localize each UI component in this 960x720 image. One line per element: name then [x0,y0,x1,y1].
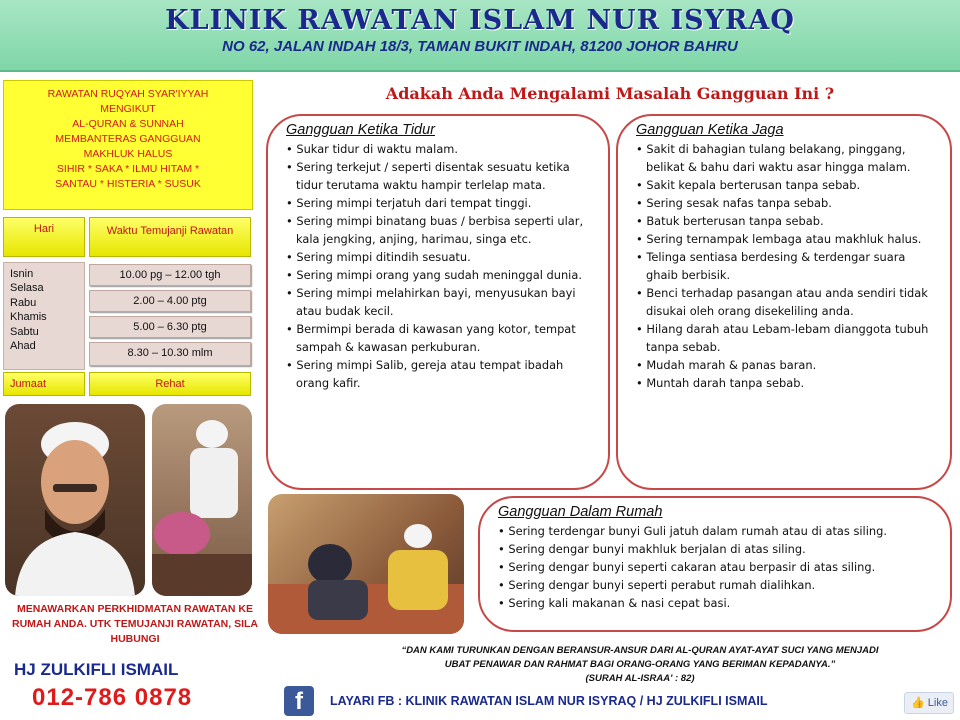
list-item: • Sering mimpi orang yang sudah meninggal dunia. [286,266,596,284]
day-item: Khamis [10,311,47,324]
list-item: • Bermimpi berada di kawasan yang kotor, tempat sampah & kawasan perkuburan. [286,320,596,356]
contact-name: HJ ZULKIFLI ISMAIL [14,660,179,679]
list-item: • Sering mimpi Salib, gereja atau tempat ibadah orang kafir. [286,356,596,392]
panel-house-disturbance [478,496,952,632]
day-item: Sabtu [10,325,39,338]
time-slot: 10.00 pg – 12.00 tgh [89,264,251,286]
list-item: • Sering ternampak lembaga atau makhluk halus. [636,230,938,248]
panel-title: Gangguan Ketika Tidur [286,122,435,138]
friday-day: Jumaat [3,372,85,396]
intro-line: MAKHLUK HALUS [83,148,173,160]
list-item: • Sukar tidur di waktu malam. [286,140,596,158]
list-item: • Sering terdengar bunyi Guli jatuh dalam rumah atau di atas siling. [498,522,938,540]
list-item: • Sering mimpi melahirkan bayi, menyusukan bayi atau budak kecil. [286,284,596,320]
clinic-title: KLINIK RAWATAN ISLAM NUR ISYRAQ [165,5,795,36]
list-item: • Sering mimpi terjatuh dari tempat tinggi. [286,194,596,212]
intro-line: RAWATAN RUQYAH SYAR'IYYAH [47,88,209,100]
panel-sleep-disturbance [266,114,610,490]
like-label: Like [927,697,948,709]
list-item: • Sering kali makanan & nasi cepat basi. [498,594,938,612]
home-service-offer: MENAWARKAN PERKHIDMATAN RAWATAN KE RUMAH ANDA. UTK TEMUJANJI RAWATAN, SILA HUBUNGI [12,603,258,645]
list-item: • Telinga sentiasa berdesing & terdengar suara ghaib berbisik. [636,248,938,284]
schedule-day-header: Hari [3,217,85,257]
panel-title: Gangguan Dalam Rumah [498,504,663,520]
day-item: Selasa [10,282,44,295]
treatment-photo [152,404,252,596]
facebook-link[interactable]: LAYARI FB : KLINIK RAWATAN ISLAM NUR ISYRAQ / HJ ZULKIFLI ISMAIL [330,694,768,708]
list-item: • Sering dengar bunyi seperti perabut rumah dialihkan. [498,576,938,594]
quote-source: (SURAH AL-ISRAA' : 82) [585,673,695,684]
time-slot: 8.30 – 10.30 mlm [89,342,251,366]
quote-line: “DAN KAMI TURUNKAN DENGAN BERANSUR-ANSUR DARI AL-QURAN AYAT-AYAT SUCI YANG MENJADI [401,645,879,656]
list-item: • Hilang darah atau Lebam-lebam dianggota tubuh tanpa sebab. [636,320,938,356]
intro-line: MENGIKUT [100,103,156,115]
facebook-icon[interactable]: f [284,686,314,716]
panel-title: Gangguan Ketika Jaga [636,122,784,138]
list-item: • Sering dengar bunyi seperti cakaran atau berpasir di atas siling. [498,558,938,576]
list-item: • Sering terkejut / seperti disentak sesuatu ketika tidur terutama waktu hampir terlelap mata. [286,158,596,194]
intro-line: AL-QURAN & SUNNAH [72,118,184,130]
like-button[interactable] [904,692,954,714]
time-slot: 2.00 – 4.00 ptg [89,290,251,312]
list-item: • Benci terhadap pasangan atau anda sendiri tidak disukai oleh orang disekeliling anda. [636,284,938,320]
list-item: • Sering dengar bunyi makhluk berjalan di atas siling. [498,540,938,558]
service-intro-box [3,80,253,210]
time-slot: 5.00 – 6.30 ptg [89,316,251,338]
friday-note: Rehat [89,372,251,396]
intro-line: SIHIR * SAKA * ILMU HITAM * [56,163,200,175]
home-treatment-photo [268,494,464,634]
list-item: • Batuk berterusan tanpa sebab. [636,212,938,230]
day-item: Isnin [10,268,34,280]
quran-quote [360,644,920,686]
header-banner [0,0,960,72]
intro-line: MEMBANTERAS GANGGUAN [55,133,201,145]
day-item: Ahad [10,340,36,353]
main-question: Adakah Anda Mengalami Masalah Gangguan Ini ? [385,84,835,103]
list-item: • Sakit di bahagian tulang belakang, pinggang, belikat & bahu dari waktu asar hingga malam. [636,140,938,176]
list-item: • Sering sesak nafas tanpa sebab. [636,194,938,212]
panel-awake-disturbance [616,114,952,490]
schedule-time-header: Waktu Temujanji Rawatan [89,217,251,257]
list-item: • Mudah marah & panas baran. [636,356,938,374]
list-item: • Sakit kepala berterusan tanpa sebab. [636,176,938,194]
quote-line: UBAT PENAWAR DAN RAHMAT BAGI ORANG-ORANG YANG BERIMAN KEPADANYA.” [444,659,836,670]
list-item: • Sering mimpi ditindih sesuatu. [286,248,596,266]
intro-line: SANTAU * HISTERIA * SUSUK [55,178,201,190]
day-item: Rabu [10,296,37,309]
list-item: • Sering mimpi binatang buas / berbisa seperti ular, kala jengking, anjing, harimau, singa etc. [286,212,596,248]
thumbs-up-icon: 👍 [911,697,925,709]
list-item: • Muntah darah tanpa sebab. [636,374,938,392]
clinic-address: NO 62, JALAN INDAH 18/3, TAMAN BUKIT INDAH, 81200 JOHOR BAHRU [222,38,738,55]
contact-phone[interactable]: 012-786 0878 [32,684,193,711]
portrait-photo [5,404,145,596]
schedule-days-list [3,262,85,370]
